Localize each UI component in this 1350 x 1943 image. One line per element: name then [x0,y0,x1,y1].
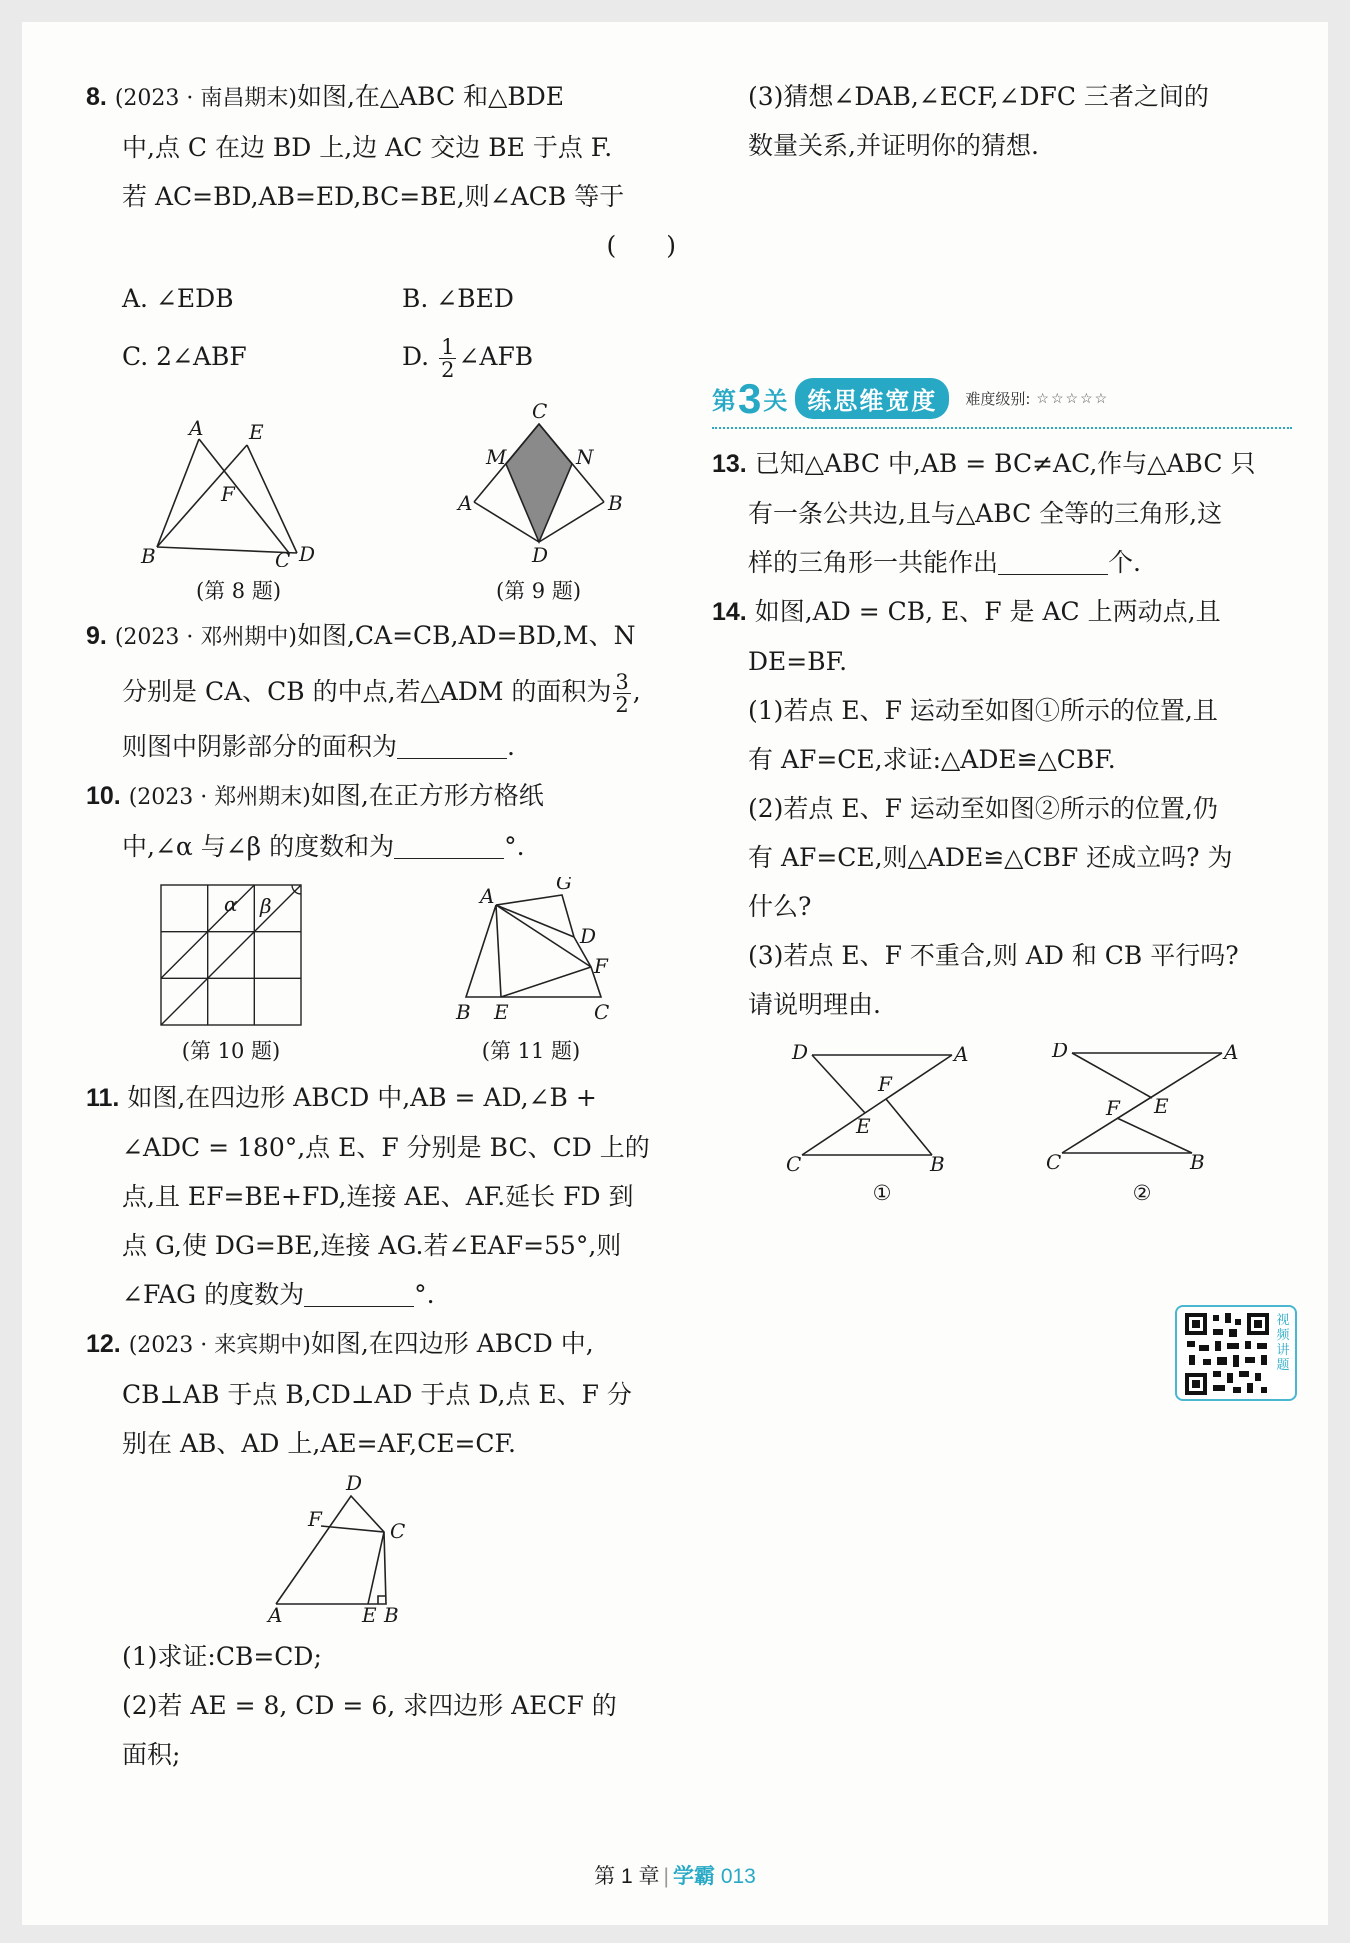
fraction: $\frac{1}{2}$ [441,335,455,382]
stage-suffix: 关 [763,388,788,415]
question-part: (1)求证:CB=CD; [122,1642,322,1671]
question-text: 如图,CA=CB,AD=BD,M、N [296,621,636,650]
question-10 [86,771,686,871]
question-text: 样的三角形一共能作出 个. [712,538,1312,587]
answer-bracket: ( ) [606,231,676,260]
point-label: E [248,420,264,444]
question-text: 分别是 CA、CB 的中点,若△ADM 的面积为 $\frac{3}{2}$ , [122,670,641,717]
option-b: B. ∠BED [402,284,514,313]
difficulty-label: 难度级别: [965,390,1031,408]
question-source: (2023 · 来宾期中) [128,1333,311,1358]
qr-code[interactable] [1175,1305,1297,1401]
point-label: C [390,1519,406,1543]
question-text: 中,∠α 与∠β 的度数和为 °. [86,822,686,871]
answer-blank[interactable] [998,545,1108,575]
point-label: A [480,884,495,908]
stage-title: 练思维宽度 [795,378,949,419]
point-label: A [1224,1043,1239,1064]
question-14 [712,587,1312,1029]
question-text: ∠FAG 的度数为 °. [86,1270,686,1319]
question-part: 有 AF=CE,求证:△ADE≌△CBF. [748,745,1116,774]
question-part: 什么? [748,892,812,921]
point-label: F [308,1507,322,1531]
difficulty-stars: ☆☆☆☆☆ [1036,390,1110,407]
point-label: D [531,543,548,567]
footer-chapter: 第 1 章 [594,1865,660,1888]
question-text: 如图,在四边形 ABCD 中, [310,1329,594,1358]
question-text: 中,点 C 在边 BD 上,边 AC 交边 BE 于点 F. [122,133,613,162]
question-part: (3)若点 E、F 不重合,则 AD 和 CB 平行吗? [748,941,1239,970]
figure-12 [266,1474,686,1628]
point-label: B [930,1152,945,1173]
question-number: 10. [86,782,121,810]
point-label: C [1046,1150,1062,1173]
figure-14-2 [1042,1043,1242,1205]
figure-caption: ① [872,1181,892,1205]
answer-blank[interactable] [397,729,507,759]
question-part: (2)若 AE = 8, CD = 6, 求四边形 AECF 的 [122,1691,617,1720]
point-label: E [856,1114,871,1138]
stage-prefix: 第 [712,388,736,415]
point-label: D [1052,1043,1069,1062]
figure-10 [156,877,306,1065]
question-number: 12. [86,1330,121,1358]
figure-8-diagram [139,417,339,567]
question-text: DE=BF. [748,647,848,676]
figure-caption: (第 9 题) [495,579,582,603]
textbook-page [22,22,1328,1925]
question-text: 如图,在四边形 ABCD 中,AB = AD,∠B + [127,1083,597,1112]
point-label: D [580,924,597,948]
point-label: F [1106,1096,1120,1120]
question-text: 别在 AB、AD 上,AE=AF,CE=CF. [122,1429,516,1458]
point-label: A [457,491,472,515]
question-number: 9. [86,622,107,650]
figure-8 [139,417,339,605]
question-text: ∠ADC = 180°,点 E、F 分别是 BC、CD 上的 [122,1133,650,1162]
point-label: A [954,1043,969,1066]
point-label: C [786,1152,802,1173]
question-13 [712,439,1312,587]
point-label: C [594,1000,610,1024]
question-number: 14. [712,598,747,626]
point-label: N [575,445,593,469]
question-text: CB⊥AB 于点 B,CD⊥AD 于点 D,点 E、F 分 [122,1380,632,1409]
angle-beta-label: β [260,894,272,918]
question-part: (3)猜想∠DAB,∠ECF,∠DFC 三者之间的 [748,82,1209,111]
question-text: 如图,在△ABC 和△BDE [296,82,564,111]
question-source: (2023 · 邓州期中) [114,625,297,650]
question-part: 数量关系,并证明你的猜想. [748,131,1039,160]
point-label: B [1190,1150,1205,1173]
option-c: C. 2∠ABF [122,342,247,371]
point-label: E [494,1000,509,1024]
point-label: E [1154,1094,1169,1118]
point-label: B [384,1603,399,1624]
question-number: 11. [86,1084,120,1112]
question-source: (2023 · 南昌期末) [114,86,297,111]
point-label: F [220,482,235,506]
figure-10-grid [156,877,306,1027]
point-label: M [485,445,506,469]
question-8 [86,72,686,386]
figure-14-1-diagram [782,1043,982,1173]
figure-row-10-11 [86,877,686,1065]
question-text: 如图,在正方形方格纸 [310,781,544,810]
question-part: 请说明理由. [748,990,881,1019]
qr-side-label: 视频讲题 [1276,1313,1290,1373]
question-text: 有一条公共边,且与△ABC 全等的三角形,这 [748,499,1223,528]
question-part: (1)若点 E、F 运动至如图①所示的位置,且 [748,696,1218,725]
figure-row-8-9 [86,402,686,605]
figure-row-14 [752,1043,1272,1205]
figure-11 [446,877,616,1065]
fraction: $\frac{3}{2}$ [615,670,629,717]
question-number: 13. [712,450,747,478]
question-11 [86,1073,686,1319]
point-label: D [346,1474,363,1495]
question-part: (2)若点 E、F 运动至如图②所示的位置,仍 [748,794,1218,823]
question-source: (2023 · 郑州期末) [128,785,311,810]
figure-9 [444,402,634,605]
question-text: 若 AC=BD,AB=ED,BC=BE,则∠ACB 等于 [122,182,625,211]
question-number: 8. [86,83,107,111]
left-column [86,72,686,1779]
question-text: 点 G,使 DG=BE,连接 AG.若∠EAF=55°,则 [122,1231,622,1260]
question-text: 则图中阴影部分的面积为 . [86,722,686,771]
stage-number: 3 [738,374,762,422]
question-text: 如图,AD = CB, E、F 是 AC 上两动点,且 [754,597,1221,626]
figure-11-diagram [446,877,616,1027]
answer-blank[interactable] [394,829,504,859]
figure-14-2-diagram [1042,1043,1242,1173]
page-number: 013 [720,1865,756,1888]
answer-blank[interactable] [304,1277,414,1307]
question-part: 有 AF=CE,则△ADE≌△CBF 还成立吗? 为 [748,843,1233,872]
option-d: D. $\frac{1}{2}$ ∠AFB [402,335,534,382]
figure-caption: (第 8 题) [195,579,282,603]
point-label: D [792,1043,809,1064]
point-label: D [298,542,315,566]
point-label: F [878,1072,892,1096]
point-label: A [268,1603,283,1624]
right-column [712,72,1312,1205]
stage-divider [712,427,1292,429]
qr-code-icon [1183,1311,1273,1397]
page-footer: 第 1 章 | 学霸 013 [594,1865,756,1888]
option-a: A. ∠EDB [122,284,234,313]
figure-caption: (第 10 题) [181,1039,281,1063]
question-12 [86,1319,686,1779]
question-text: 点,且 EF=BE+FD,连接 AE、AF.延长 FD 到 [122,1182,634,1211]
angle-alpha-label: α [224,892,238,916]
point-label: B [456,1000,471,1024]
point-label: B [140,544,156,567]
point-label: C [531,402,547,423]
question-part: 面积; [122,1740,181,1769]
figure-9-diagram [444,402,634,567]
figure-caption: (第 11 题) [481,1039,581,1063]
question-text: 已知△ABC 中,AB = BC≠AC,作与△ABC 只 [754,449,1256,478]
point-label: C [274,548,290,567]
point-label: A [188,417,203,440]
figure-12-diagram [266,1474,436,1624]
footer-brand: 学霸 [672,1865,715,1888]
stage-header [712,374,1312,422]
point-label: G [556,877,572,894]
figure-caption: ② [1132,1181,1152,1205]
figure-14-1 [782,1043,982,1205]
point-label: B [607,491,623,515]
point-label: F [594,954,608,978]
question-9 [86,611,686,771]
point-label: E [362,1603,377,1624]
